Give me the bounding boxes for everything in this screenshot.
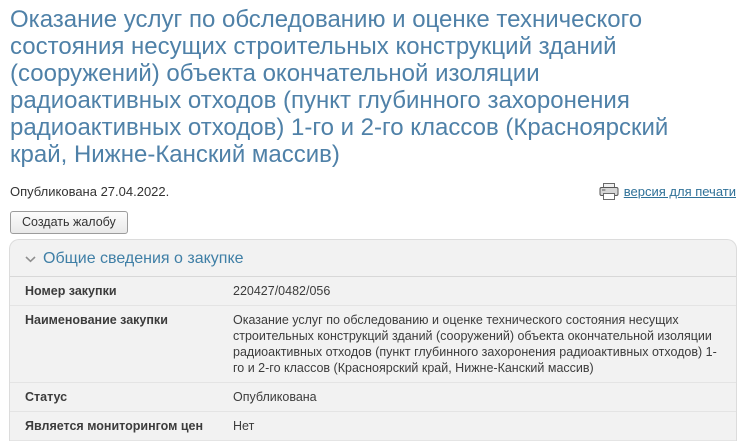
general-info-panel: [9, 239, 737, 441]
row-value: 220427/0482/056: [233, 284, 331, 298]
section-title: Общие сведения о закупке: [43, 250, 244, 267]
table-row: [10, 412, 736, 441]
print-version-link[interactable]: [599, 183, 736, 200]
create-complaint-button[interactable]: Создать жалобу: [10, 211, 128, 234]
row-label: Статус: [25, 390, 68, 404]
page-title: Оказание услуг по обследованию и оценке технического состояния несущих строительных конструкций зданий (сооружений) объекта окончательной изоляции радиоактивных отходов (пункт глубинного захоронения радиоактивных отходов) 1-го и 2-го классов (Красноярский край, Нижне-Канский массив): [10, 6, 669, 168]
table-row: [10, 277, 736, 306]
table-row: [10, 383, 736, 412]
print-version-link-label: версия для печати: [623, 184, 736, 199]
row-label: Номер закупки: [25, 284, 117, 298]
chevron-down-icon: [25, 256, 36, 263]
row-value: Оказание услуг по обследованию и оценке технического состояния несущих строительных конструкций зданий (сооружений) объекта окончательной изоляции радиоактивных отходов (пункт глубинного захоронения радиоактивных отходов) 1-го и 2-го классов (Красноярский край, Нижне-Канский массив): [233, 313, 717, 375]
published-date-text: Опубликована 27.04.2022.: [10, 184, 170, 199]
meta-row: [10, 183, 736, 200]
table-row: [10, 306, 736, 383]
row-value: Нет: [233, 419, 255, 433]
row-label: Наименование закупки: [25, 313, 168, 327]
row-label: Является мониторингом цен: [25, 419, 204, 433]
printer-icon: [599, 183, 619, 200]
row-value: Опубликована: [233, 390, 317, 404]
general-info-section-header[interactable]: [10, 240, 736, 277]
